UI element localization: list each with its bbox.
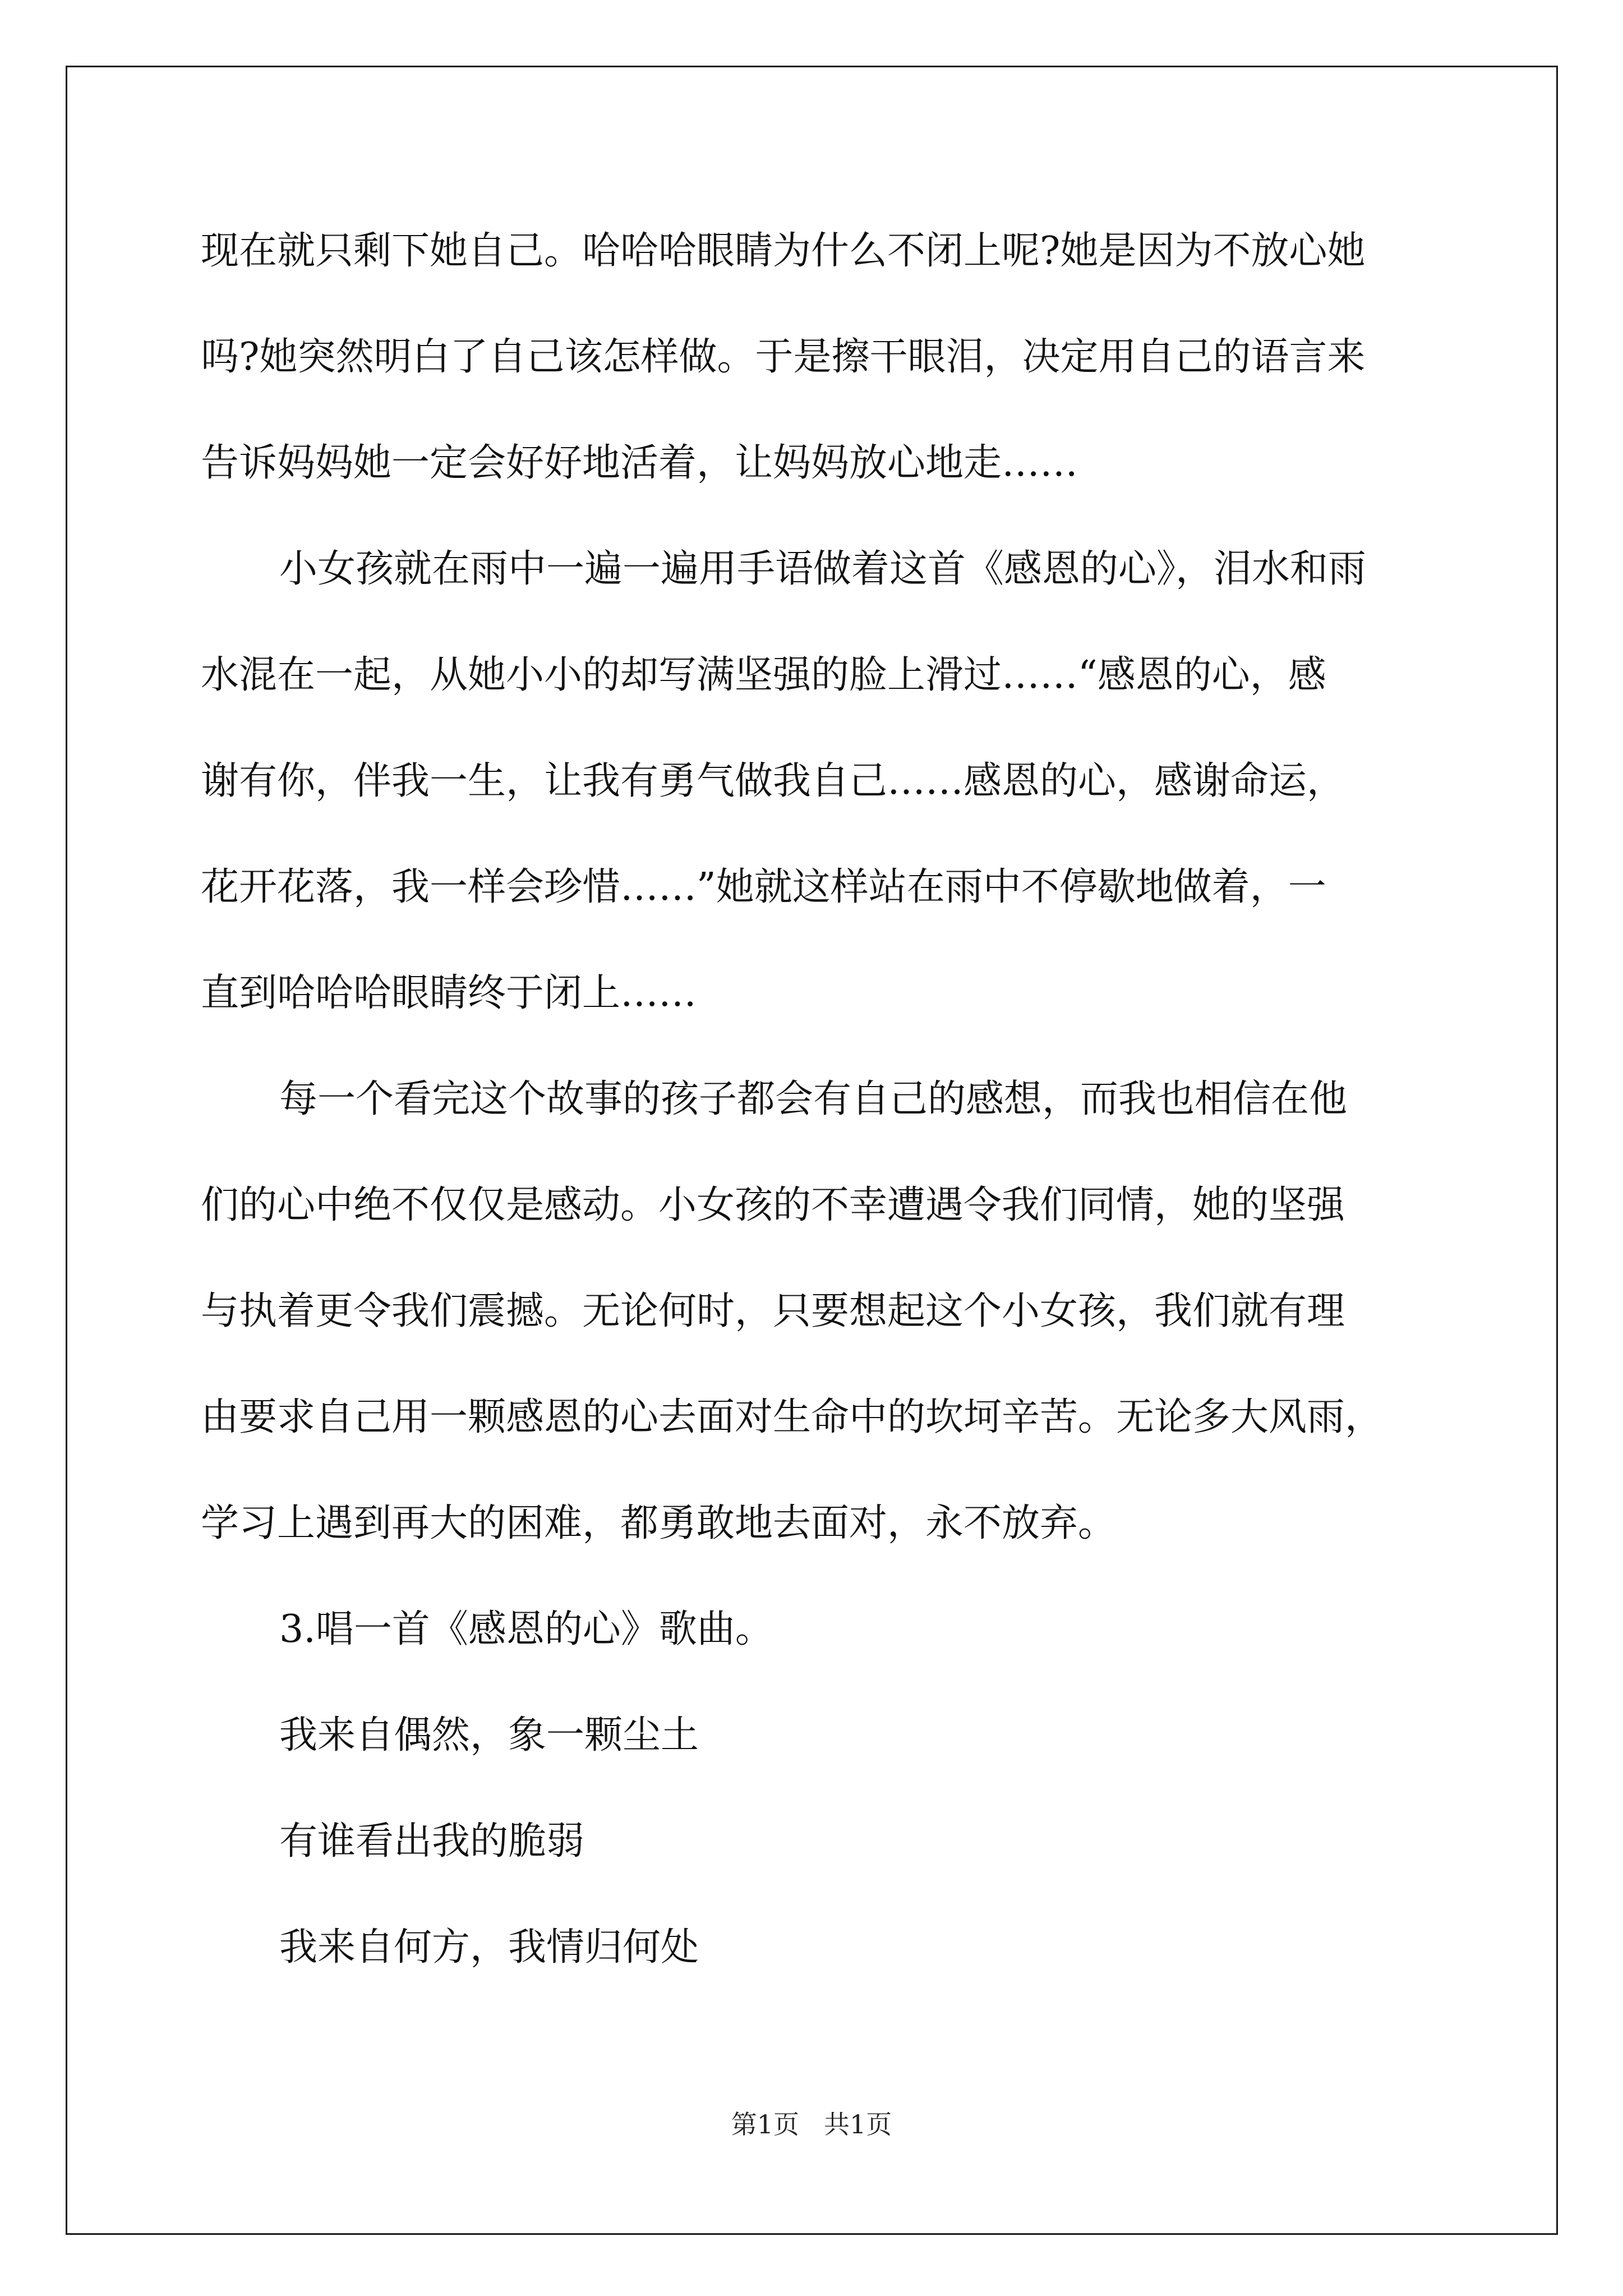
lyric-line: 我来自何方，我情归何处	[279, 1925, 699, 1970]
text-line: 直到哈哈哈眼睛终于闭上……	[201, 971, 697, 1015]
text-line: 学习上遇到再大的困难，都勇敢地去面对，永不放弃。	[201, 1501, 1117, 1545]
lyric-line: 有谁看出我的脆弱	[279, 1819, 585, 1864]
section-heading: 3.唱一首《感恩的心》歌曲。	[279, 1607, 773, 1651]
text-line: 水混在一起，从她小小的却写满坚强的脸上滑过……“感恩的心，感	[201, 653, 1326, 697]
text-line: 与执着更令我们震撼。无论何时，只要想起这个小女孩，我们就有理	[201, 1289, 1345, 1333]
lyric-line: 我来自偶然，象一颗尘土	[279, 1713, 699, 1757]
page-number-total: 共1页	[824, 2109, 892, 2139]
text-line: 花开花落，我一样会珍惜……”她就这样站在雨中不停歇地做着，一	[201, 865, 1326, 909]
text-line: 们的心中绝不仅仅是感动。小女孩的不幸遭遇令我们同情，她的坚强	[201, 1183, 1345, 1227]
page-number-current: 第1页	[731, 2109, 799, 2139]
paragraph-start-line: 每一个看完这个故事的孩子都会有自己的感想，而我也相信在他	[279, 1077, 1348, 1121]
text-line: 吗?她突然明白了自己该怎样做。于是擦干眼泪，决定用自己的语言来	[201, 335, 1366, 379]
text-line: 告诉妈妈她一定会好好地活着，让妈妈放心地走……	[201, 441, 1078, 485]
paragraph-start-line: 小女孩就在雨中一遍一遍用手语做着这首《感恩的心》，泪水和雨	[279, 547, 1367, 591]
text-line: 由要求自己用一颗感恩的心去面对生命中的坎坷辛苦。无论多大风雨，	[201, 1395, 1384, 1439]
page-border	[66, 66, 1558, 2235]
text-line: 谢有你，伴我一生，让我有勇气做我自己……感恩的心，感谢命运，	[201, 759, 1345, 803]
page-footer	[0, 2108, 1623, 2141]
text-line: 现在就只剩下她自己。哈哈哈眼睛为什么不闭上呢?她是因为不放心她	[201, 229, 1366, 273]
